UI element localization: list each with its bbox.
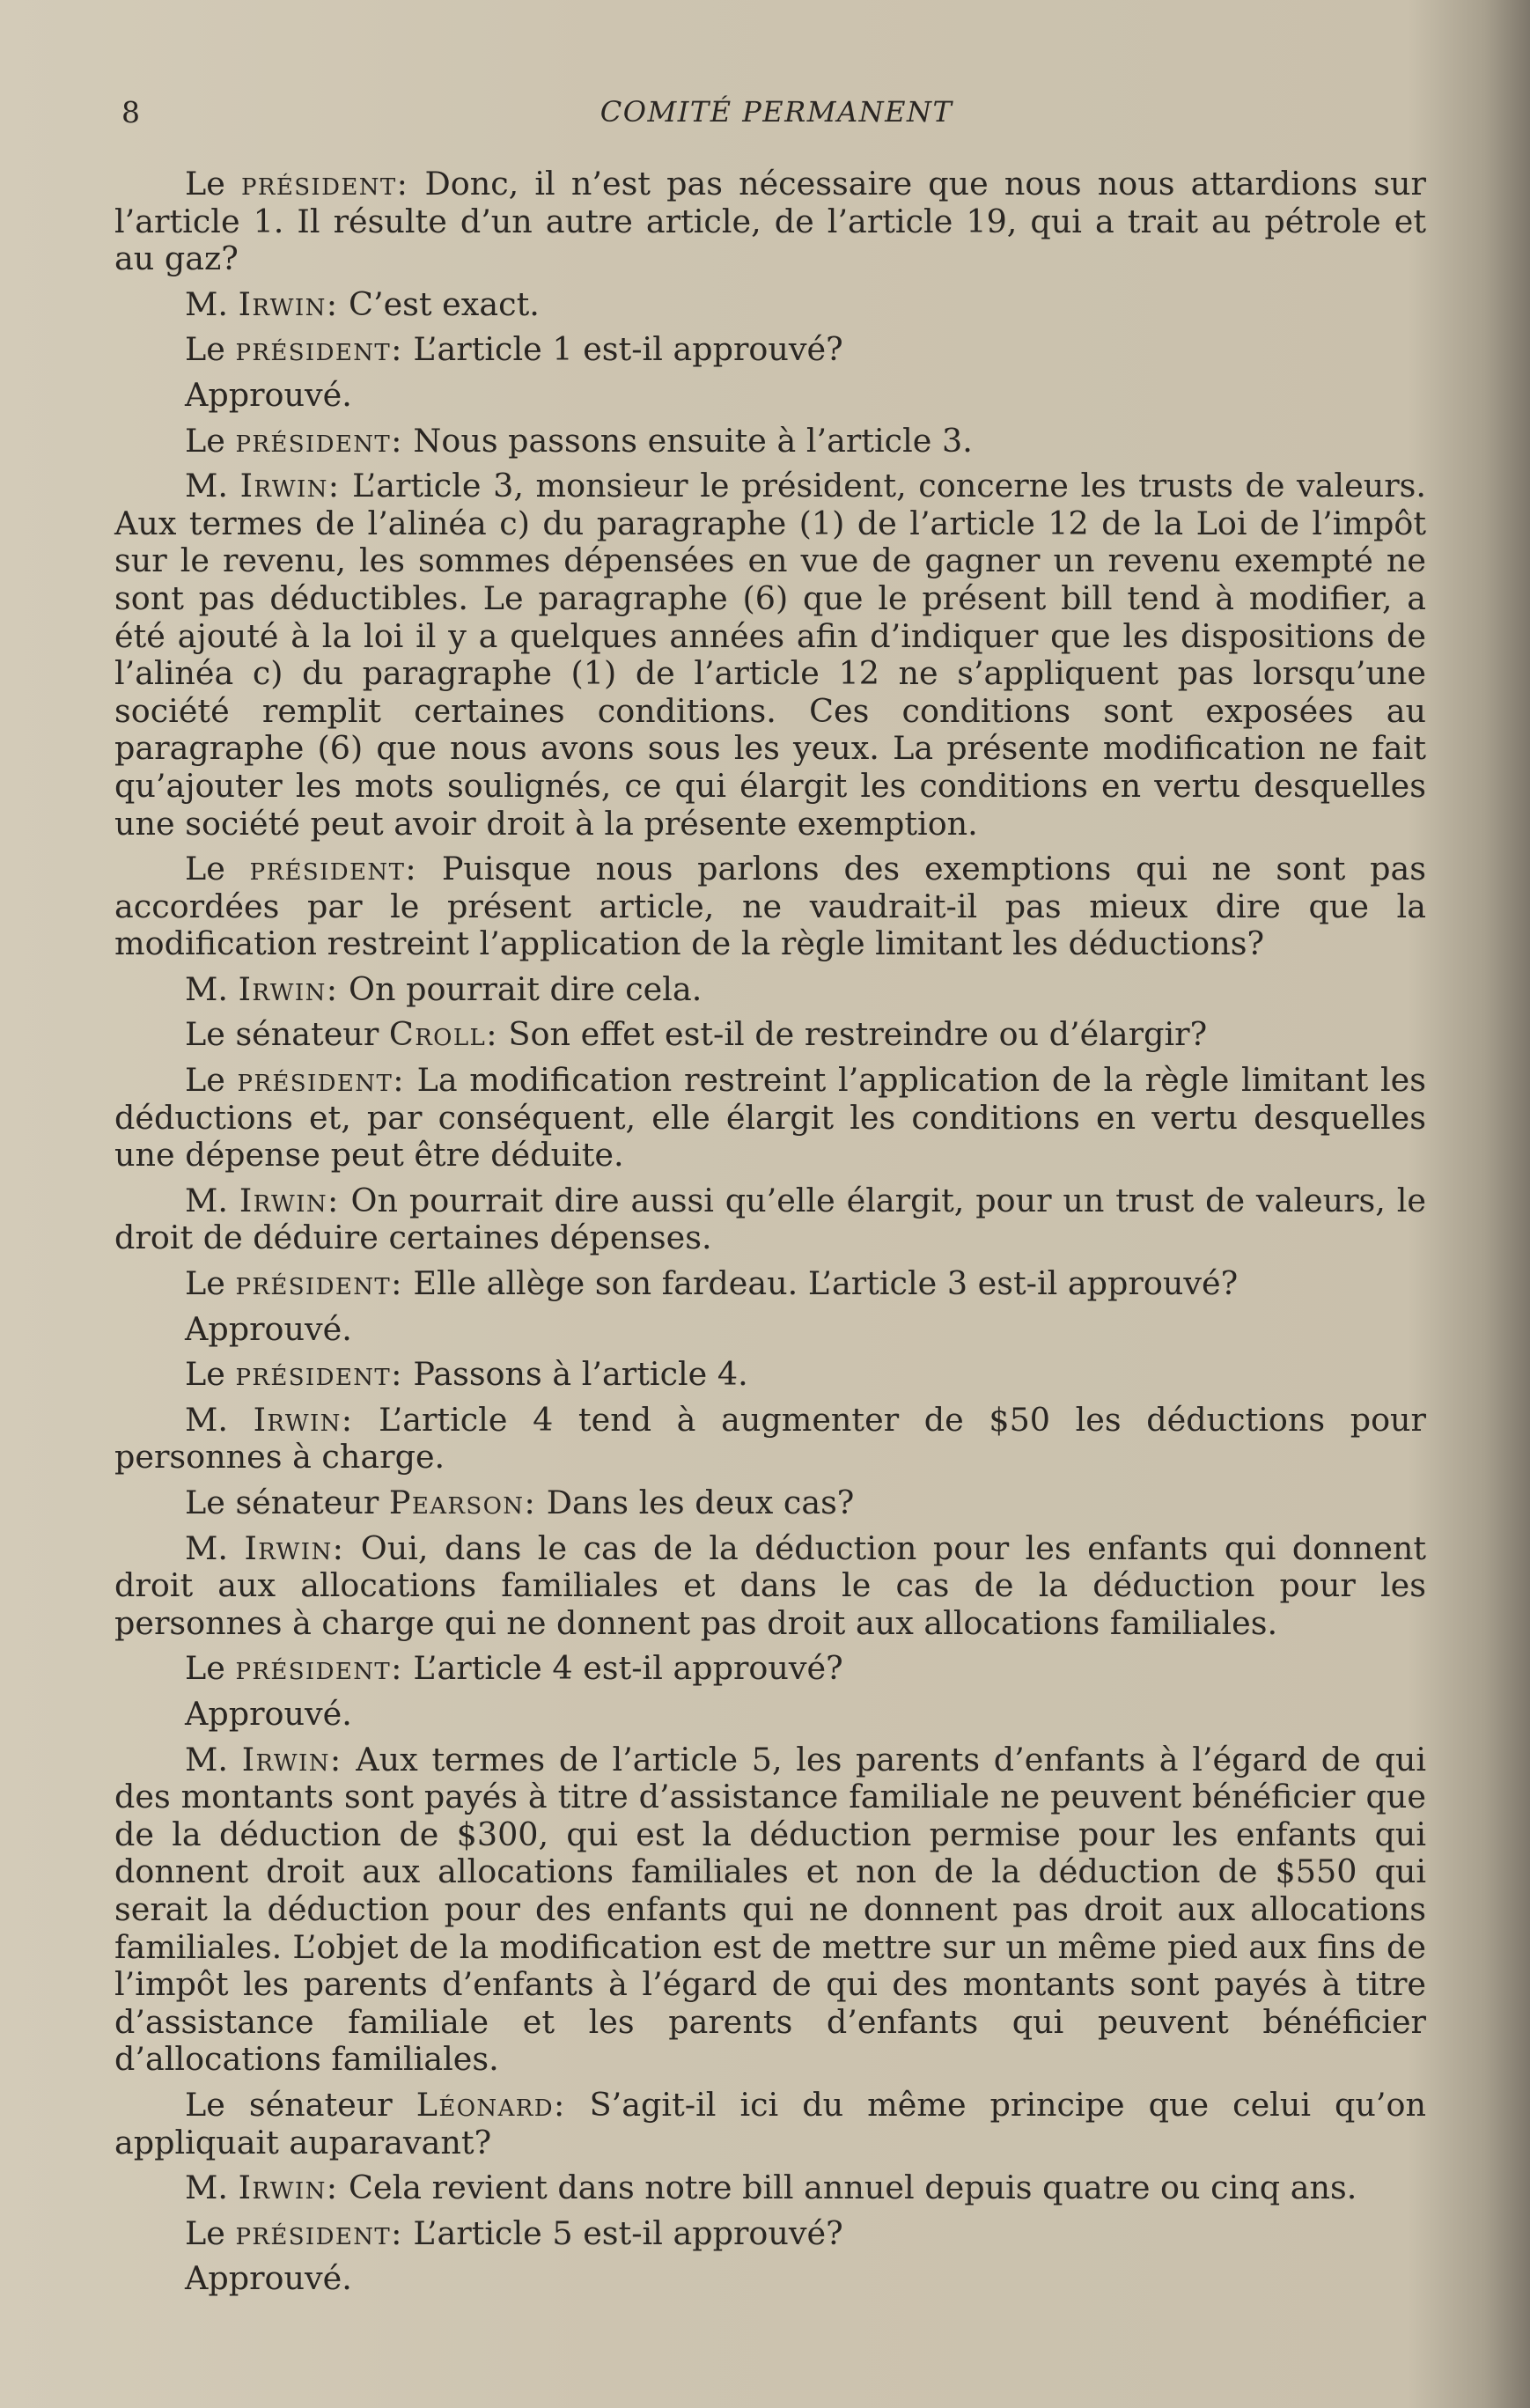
paragraph-text: Dans les deux cas? <box>536 1484 855 1521</box>
speaker-label: M. Irwin: <box>185 2169 339 2207</box>
running-title: COMITÉ PERMANENT <box>599 95 953 129</box>
paragraph-text: L’article 4 tend à augmenter de $50 les déductions pour personnes à charge. <box>114 1400 1427 1476</box>
transcript-paragraph <box>114 1402 1426 1476</box>
speaker-label: Le président: <box>185 165 409 203</box>
paragraph-text: L’article 1 est-il approuvé? <box>402 330 843 369</box>
speaker-label: Le sénateur Pearson: <box>185 1484 537 1521</box>
paragraph-text: La modification restreint l’application de la règle limitant les déductions et, par conséquent, elle élargit les conditions en vertu desquelles une dépense peut être déduite. <box>114 1061 1426 1175</box>
paragraph-text: Puisque nous parlons des exemptions qui ne sont pas accordées par le présent article, ne vaudrait-il pas mieux dire que la modification restreint l’application de la règle limitant les déductions? <box>114 850 1426 963</box>
transcript-paragraph <box>114 286 1426 324</box>
speaker-label: M. Irwin: <box>185 1181 340 1219</box>
page-number: 8 <box>121 95 140 129</box>
transcript-paragraph <box>114 1696 1426 1734</box>
paragraph-text: Passons à l’article 4. <box>402 1355 748 1394</box>
paragraph-text: Oui, dans le cas de la déduction pour les enfants qui donnent droit aux allocations familiales et dans le cas de la déduction pour les personnes à charge qui ne donnent pas droit aux allocations familiales. <box>114 1528 1427 1642</box>
transcript-paragraph <box>114 1650 1426 1688</box>
transcript-body <box>114 166 1426 2306</box>
speaker-label: M. Irwin: <box>185 1528 345 1567</box>
speaker-label: Le président: <box>185 850 418 888</box>
transcript-paragraph <box>114 2215 1426 2253</box>
speaker-label: Le président: <box>185 1649 403 1688</box>
transcript-paragraph <box>114 1016 1426 1054</box>
transcript-paragraph <box>114 851 1426 963</box>
transcript-paragraph <box>114 2087 1426 2161</box>
transcript-paragraph <box>114 1484 1426 1522</box>
transcript-paragraph <box>114 2260 1426 2298</box>
speaker-label: Le président: <box>185 1061 405 1100</box>
transcript-paragraph <box>114 971 1426 1009</box>
speaker-label: Le président: <box>185 330 403 369</box>
paragraph-text: L’article 5 est-il approuvé? <box>402 2213 843 2252</box>
transcript-paragraph <box>114 1742 1426 2079</box>
page-header <box>121 95 1431 137</box>
speaker-label: Le président: <box>185 1264 403 1303</box>
speaker-label: Le président: <box>185 1355 403 1394</box>
speaker-label: Le sénateur Léonard: <box>185 2085 566 2124</box>
paragraph-text: On pourrait dire cela. <box>338 969 702 1008</box>
paragraph-text: Approuvé. <box>185 1694 352 1733</box>
transcript-paragraph <box>114 166 1426 278</box>
transcript-paragraph <box>114 1530 1426 1643</box>
paragraph-text: L’article 4 est-il approuvé? <box>402 1649 843 1688</box>
paragraph-text: Approuvé. <box>185 2259 352 2298</box>
transcript-paragraph <box>114 331 1426 369</box>
speaker-label: M. Irwin: <box>185 467 341 505</box>
speaker-label: M. Irwin: <box>185 969 339 1008</box>
paragraph-text: Cela revient dans notre bill annuel depuis quatre ou cinq ans. <box>338 2169 1357 2207</box>
paragraph-text: Nous passons ensuite à l’article 3. <box>402 421 973 460</box>
paragraph-text: S’agit-il ici du même principe que celui qu’on appliquait auparavant? <box>114 2085 1426 2161</box>
transcript-paragraph <box>114 423 1426 460</box>
transcript-paragraph <box>114 468 1426 843</box>
speaker-label: Le sénateur Croll: <box>185 1015 498 1054</box>
transcript-paragraph <box>114 1265 1426 1303</box>
paragraph-text: On pourrait dire aussi qu’elle élargit, pour un trust de valeurs, le droit de déduire certaines dépenses. <box>114 1181 1427 1257</box>
paragraph-text: Son effet est-il de restreindre ou d’élargir? <box>497 1015 1208 1054</box>
paragraph-text: Approuvé. <box>185 375 352 414</box>
transcript-paragraph <box>114 1182 1426 1257</box>
speaker-label: Le président: <box>185 421 403 460</box>
paragraph-text: Elle allège son fardeau. L’article 3 est-il approuvé? <box>402 1264 1239 1303</box>
transcript-paragraph <box>114 1062 1426 1175</box>
speaker-label: M. Irwin: <box>185 1740 342 1778</box>
transcript-paragraph <box>114 1356 1426 1394</box>
speaker-label: M. Irwin: <box>185 284 339 323</box>
paragraph-text: L’article 3, monsieur le président, concerne les trusts de valeurs. Aux termes de l’alinéa c) du paragraphe (1) de l’article 12 de la Loi de l’impôt sur le revenu, les sommes dépensées en vue de gagner un revenu exempté ne sont pas déductibles. Le paragraphe (6) que le présent bill tend à modifier, a été ajouté à la loi il y a quelques années afin d’indiquer que les dispositions de l’alinéa c) du paragraphe (1) de l’article 12 ne s’appliquent pas lorsqu’une société remplit certaines conditions. Ces conditions sont exposées au paragraphe (6) que nous avons sous les yeux. La présente modification ne fait qu’ajouter les mots soulignés, ce qui élargit les conditions en vertu desquelles une société peut avoir droit à la présente exemption. <box>114 467 1426 843</box>
transcript-paragraph <box>114 377 1426 415</box>
transcript-paragraph <box>114 2169 1426 2207</box>
speaker-label: Le président: <box>185 2213 403 2252</box>
paragraph-text: Donc, il n’est pas nécessaire que nous nous attardions sur l’article 1. Il résulte d’un autre article, de l’article 19, qui a trait au pétrole et au gaz? <box>114 165 1426 278</box>
paragraph-text: C’est exact. <box>338 284 540 323</box>
transcript-paragraph <box>114 1311 1426 1349</box>
paragraph-text: Approuvé. <box>185 1309 352 1348</box>
paragraph-text: Aux termes de l’article 5, les parents d’enfants à l’égard de qui des montants sont payés à titre d’assistance familiale ne peuvent bénéficier que de la déduction de $300, qui est la déduction permise pour les enfants qui donnent droit aux allocations familiales et non de la déduction de $550 qui serait la déduction pour des enfants qui ne donnent pas droit aux allocations familiales. L’objet de la modification est de mettre sur un même pied aux fins de l’impôt les parents d’enfants à l’égard de qui des montants sont payés à titre d’assistance familiale et les parents d’enfants qui peuvent bénéficier d’allocations familiales. <box>114 1740 1427 2079</box>
speaker-label: M. Irwin: <box>185 1400 354 1439</box>
